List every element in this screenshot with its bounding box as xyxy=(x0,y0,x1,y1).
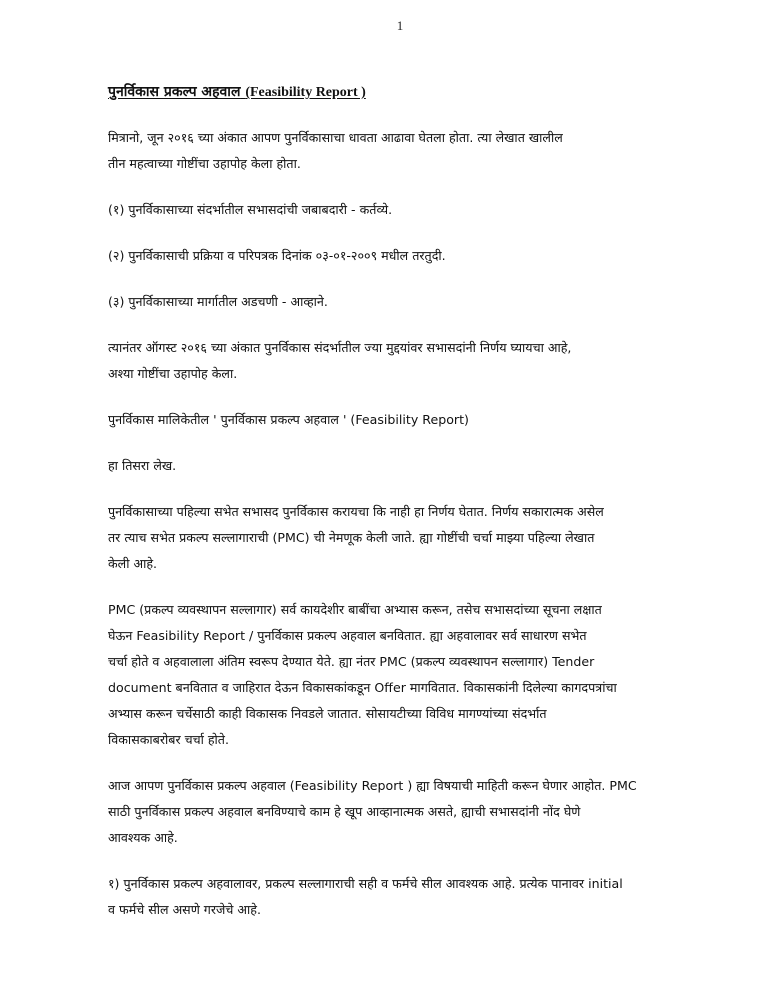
paragraph-intro xyxy=(108,125,688,177)
numbered-point-1 xyxy=(108,871,688,923)
title-latin: (Feasibility Report ) xyxy=(245,85,366,100)
document-body xyxy=(108,80,688,943)
text-line: PMC (प्रकल्प व्यवस्थापन सल्लागार) सर्व कायदेशीर बाबींचा अभ्यास करून, तसेच सभासदांच्या सूचना लक्षात xyxy=(108,602,602,617)
text-line: (१) पुनर्विकासाच्या संदर्भातील सभासदांची जबाबदारी - कर्तव्ये. xyxy=(108,202,393,217)
text-line: घेऊन Feasibility Report / पुनर्विकास प्रकल्प अहवाल बनवितात. ह्या अहवालावर सर्व साधारण सभेत xyxy=(108,628,587,643)
text-line: साठी पुनर्विकास प्रकल्प अहवाल बनविण्याचे काम हे खूप आव्हानात्मक असते, ह्याची सभासदांनी नोंद घेणे xyxy=(108,804,581,819)
text-line: तर त्याच सभेत प्रकल्प सल्लागाराची (PMC) ची नेमणूक केली जाते. ह्या गोष्टींची चर्चा माझ्या पहिल्या लेखात xyxy=(108,530,595,545)
text-line: आवश्यक आहे. xyxy=(108,830,178,845)
paragraph-first-meeting xyxy=(108,499,688,577)
page-number: 1 xyxy=(396,18,404,33)
text-line: अभ्यास करून चर्चेसाठी काही विकासक निवडले जातात. सोसायटीच्या विविध मागण्यांच्या संदर्भात xyxy=(108,706,547,721)
text-line: चर्चा होते व अहवालाला अंतिम स्वरूप देण्यात येते. ह्या नंतर PMC (प्रकल्प व्यवस्थापन सल्लागार) Tender xyxy=(108,654,595,669)
text-line: हा तिसरा लेख. xyxy=(108,458,177,473)
text-line: विकासकाबरोबर चर्चा होते. xyxy=(108,732,229,747)
text-line: तीन महत्वाच्या गोष्टींचा उहापोह केला होता. xyxy=(108,156,301,171)
text-line: १) पुनर्विकास प्रकल्प अहवालावर, प्रकल्प सल्लागाराची सही व फर्मचे सील आवश्यक आहे. प्रत्येक पानावर initial xyxy=(108,876,623,891)
paragraph-third-article xyxy=(108,453,688,479)
document-title xyxy=(108,80,688,105)
text-line: केली आहे. xyxy=(108,556,158,571)
paragraph-today xyxy=(108,773,688,851)
text-line: त्यानंतर ऑगस्ट २०१६ च्या अंकात पुनर्विकास संदर्भातील ज्या मुद्दयांवर सभासदांनी निर्णय घ्यायचा आहे, xyxy=(108,340,572,355)
list-item-3 xyxy=(108,289,688,315)
paragraph-august xyxy=(108,335,688,387)
text-line: अश्या गोष्टींचा उहापोह केला. xyxy=(108,366,238,381)
paragraph-pmc xyxy=(108,597,688,753)
text-line: पुनर्विकास मालिकेतील ' पुनर्विकास प्रकल्प अहवाल ' (Feasibility Report) xyxy=(108,412,469,427)
text-line: पुनर्विकासाच्या पहिल्या सभेत सभासद पुनर्विकास करायचा कि नाही हा निर्णय घेतात. निर्णय सकारात्मक असेल xyxy=(108,504,604,519)
text-line: (२) पुनर्विकासाची प्रक्रिया व परिपत्रक दिनांक ०३-०१-२००९ मधील तरतुदी. xyxy=(108,248,446,263)
list-item-2 xyxy=(108,243,688,269)
text-line: document बनवितात व जाहिरात देऊन विकासकांकडून Offer मागवितात. विकासकांनी दिलेल्या कागदपत्रांचा xyxy=(108,680,617,695)
text-line: आज आपण पुनर्विकास प्रकल्प अहवाल (Feasibility Report ) ह्या विषयाची माहिती करून घेणार आहोत. PMC xyxy=(108,778,637,793)
text-line: मित्रानो, जून २०१६ च्या अंकात आपण पुनर्विकासाचा धावता आढावा घेतला होता. त्या लेखात खालील xyxy=(108,130,563,145)
title-devanagari: पुनर्विकास प्रकल्प अहवाल xyxy=(108,84,241,100)
text-line: व फर्मचे सील असणे गरजेचे आहे. xyxy=(108,902,261,917)
text-line: (३) पुनर्विकासाच्या मार्गातील अडचणी - आव्हाने. xyxy=(108,294,328,309)
list-item-1 xyxy=(108,197,688,223)
paragraph-series xyxy=(108,407,688,433)
